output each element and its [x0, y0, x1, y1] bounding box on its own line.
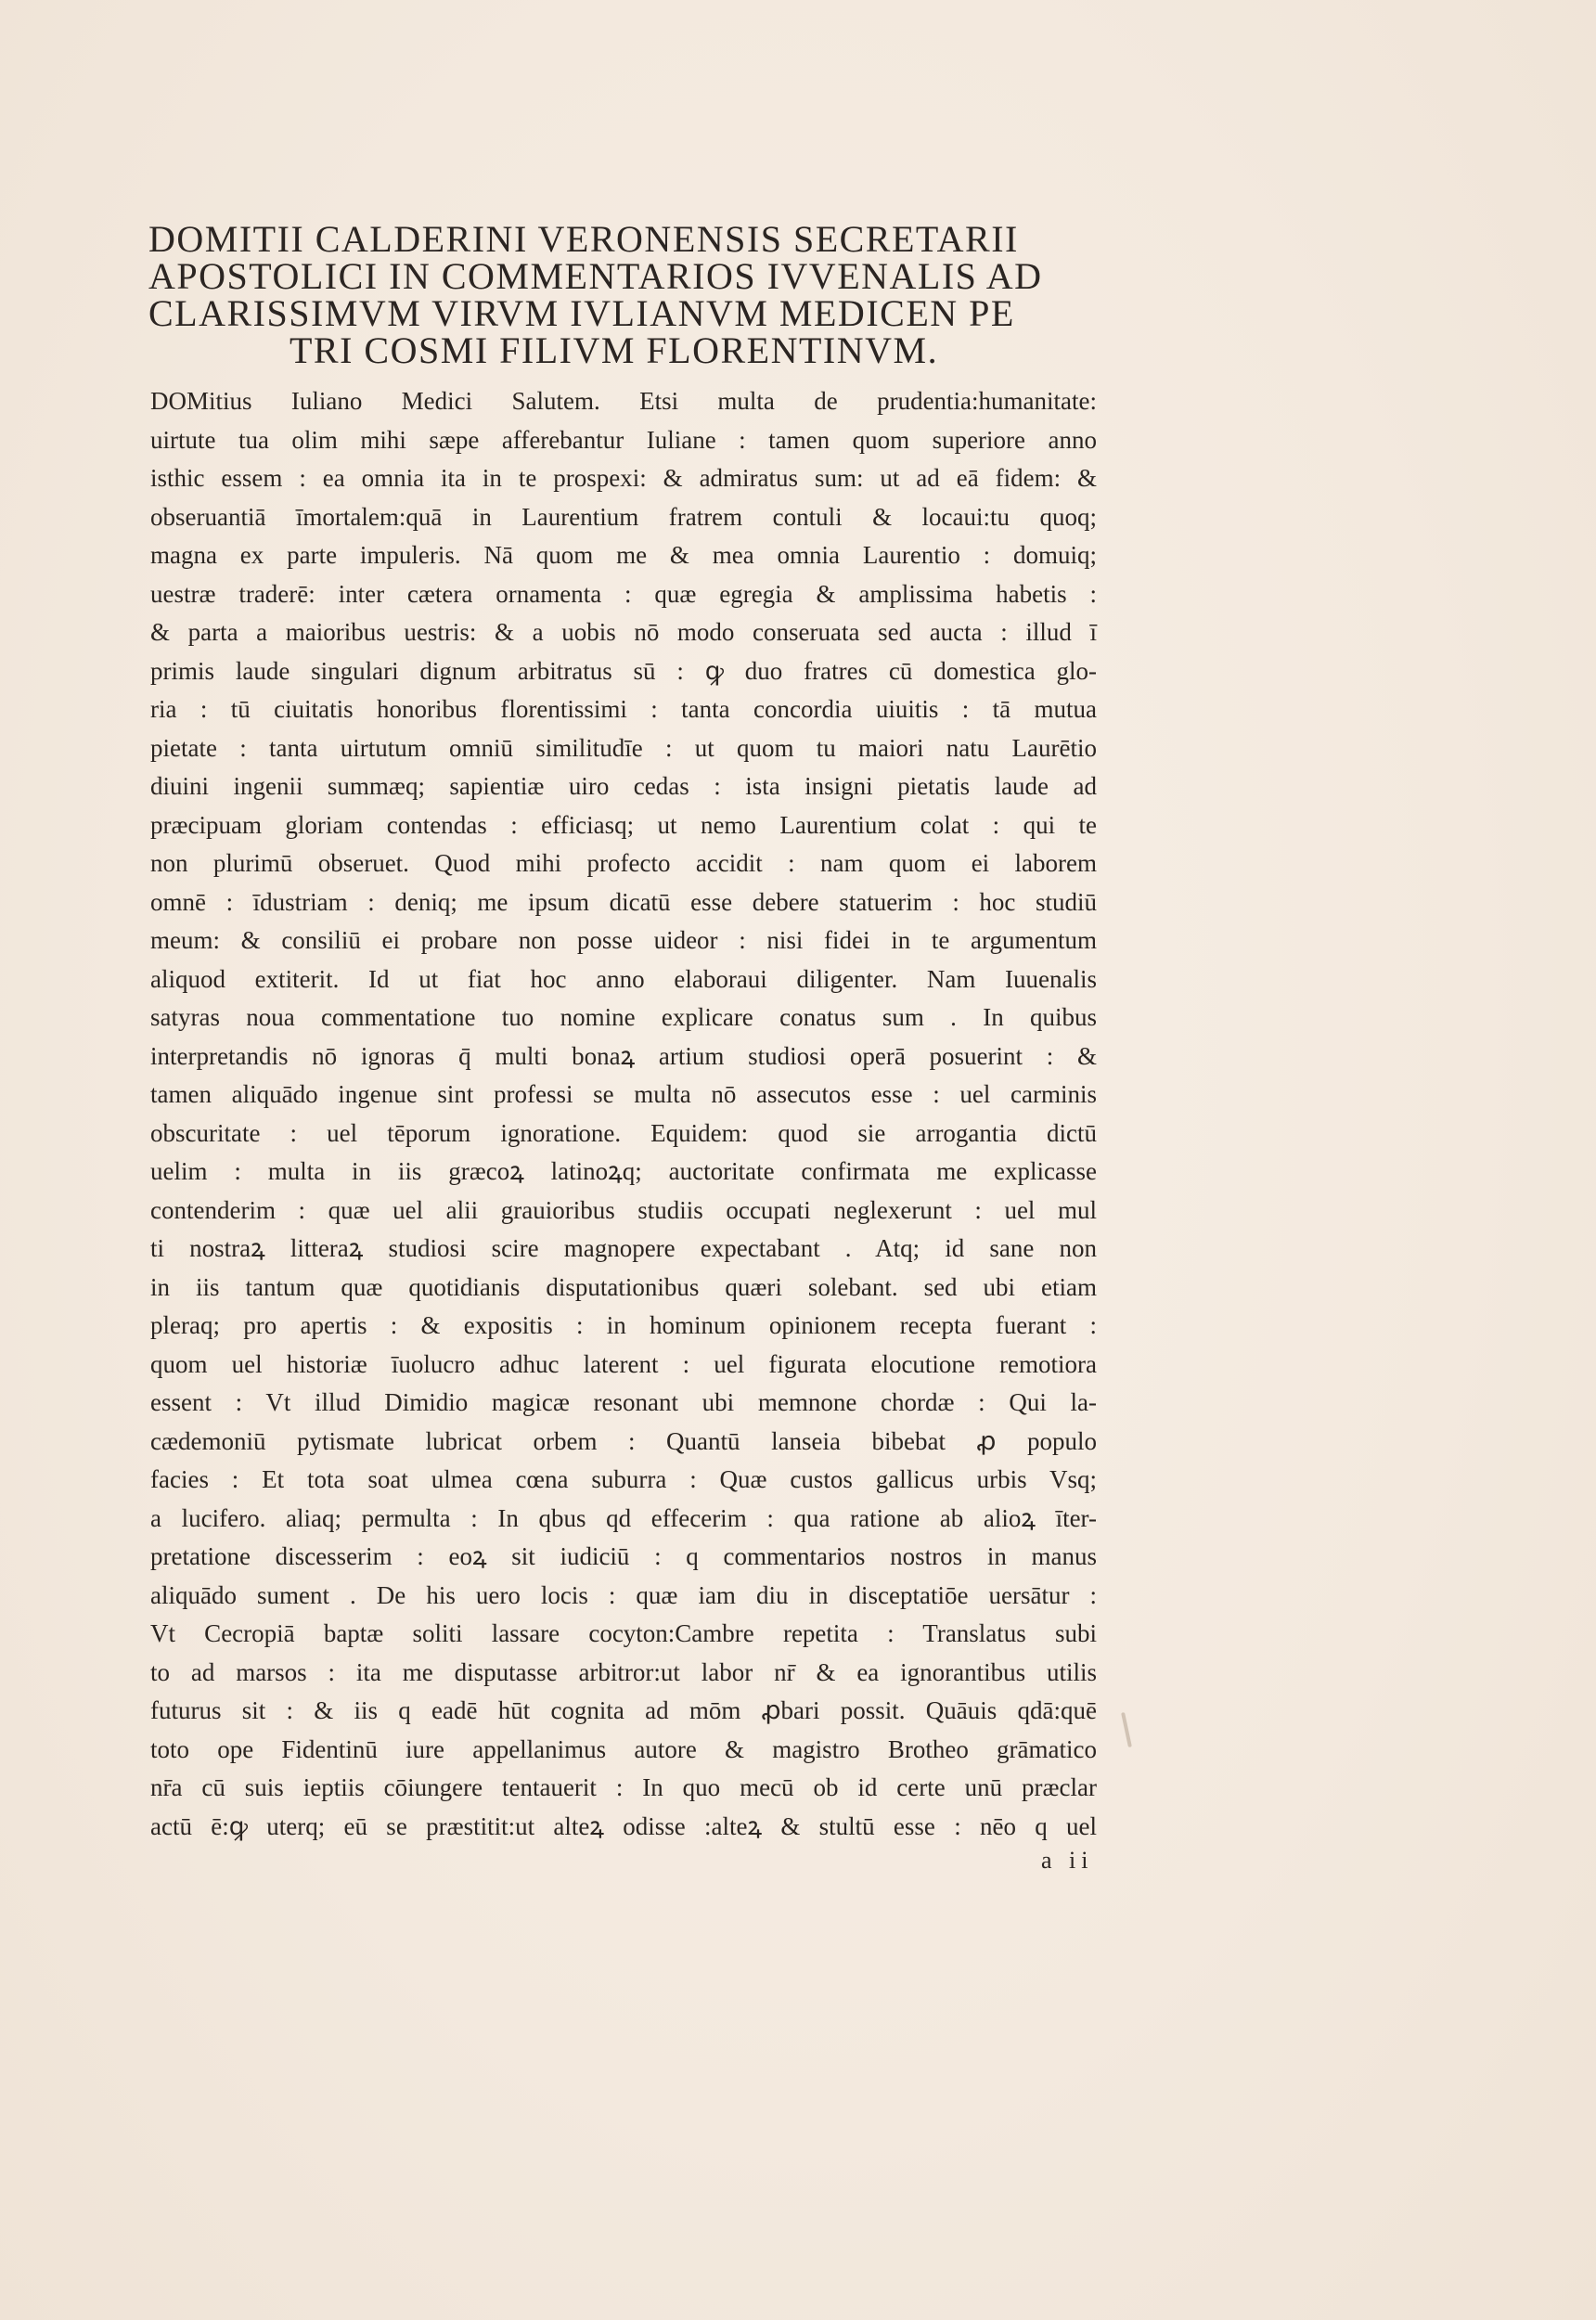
heading-line: CLARISSIMVM VIRVM IVLIANVM MEDICEN PE: [148, 292, 1015, 334]
text-line: præcipuam gloriam contendas : efficiasq; ut nemo Laurentium colat : qui te: [150, 810, 1097, 839]
text-line: satyras noua commentatione tuo nomine explicare conatus sum . In quibus: [150, 1003, 1097, 1031]
signature-mark: a ii: [1041, 1847, 1094, 1874]
margin-mark: [1121, 1712, 1132, 1747]
text-line: non plurimū obseruet. Quod mihi profecto accidit : nam quom ei laborem: [150, 849, 1097, 877]
document-heading: [148, 218, 1132, 371]
text-line: contenderim : quæ uel alii grauioribus studiis occupati neglexerunt : uel mul: [150, 1195, 1097, 1224]
text-line: pretatione discesserim : eoꝝ sit iudiciū : q commentarios nostros in manus: [150, 1542, 1097, 1570]
text-line: uestræ traderē: inter cætera ornamenta : quæ egregia & amplissima habetis :: [150, 579, 1097, 608]
text-line: diuini ingenii summæq; sapientiæ uiro cedas : ista insigni pietatis laude ad: [150, 772, 1097, 800]
heading-line: APOSTOLICI IN COMMENTARIOS IVVENALIS AD: [148, 255, 1043, 297]
text-line: omnē : īdustriam : deniq; me ipsum dicatū esse debere statuerim : hoc studiū: [150, 887, 1097, 916]
heading-line: DOMITII CALDERINI VERONENSIS SECRETARII: [148, 218, 1019, 260]
text-line: to ad marsos : ita me disputasse arbitror:ut labor nr̄ & ea ignorantibus utilis: [150, 1657, 1097, 1686]
text-line: pietate : tanta uirtutum omniū similitudīe : ut quom tu maiori natu Laurētio: [150, 733, 1097, 762]
text-line: obscuritate : uel tēporum ignoratione. Equidem: quod sie arrogantia dictū: [150, 1118, 1097, 1147]
text-line: interpretandis nō ignoras q̄ multi bonaꝝ artium studiosi operā posuerint : &: [150, 1041, 1097, 1070]
text-line: quom uel historiæ īuolucro adhuc laterent : uel figurata elocutione remotiora: [150, 1349, 1097, 1378]
text-line: futurus sit : & iis q eadē hūt cognita ad mōm ꝓbari possit. Quāuis qdā:quē: [150, 1696, 1097, 1724]
text-line: DOMitius Iuliano Medici Salutem. Etsi multa de prudentia:humanitate:: [150, 387, 1097, 415]
heading-line: TRI COSMI FILIVM FLORENTINVM.: [290, 329, 939, 371]
text-line: pleraq; pro apertis : & expositis : in hominum opinionem recepta fuerant :: [150, 1311, 1097, 1339]
text-line: facies : Et tota soat ulmea cœna suburra : Quæ custos gallicus urbis Vsq;: [150, 1465, 1097, 1493]
text-line: Vt Cecropiā baptæ soliti lassare cocyton:Cambre repetita : Translatus subi: [150, 1619, 1097, 1647]
text-line: obseruantiā īmortalem:quā in Laurentium fratrem contuli & locaui:tu quoq;: [150, 502, 1097, 531]
text-line: in iis tantum quæ quotidianis disputationibus quæri solebant. sed ubi etiam: [150, 1272, 1097, 1301]
text-line: uelim : multa in iis græcoꝝ latinoꝝq; auctoritate confirmata me explicasse: [150, 1157, 1097, 1185]
body-text: [150, 382, 1097, 1846]
text-line: isthic essem : ea omnia ita in te prospexi: & admiratus sum: ut ad eā fidem: &: [150, 464, 1097, 492]
text-line: ti nostraꝝ litteraꝝ studiosi scire magnopere expectabant . Atq; id sane non: [150, 1234, 1097, 1262]
text-line: & parta a maioribus uestris: & a uobis nō modo conseruata sed aucta : illud ī: [150, 618, 1097, 646]
text-line: meum: & consiliū ei probare non posse uideor : nisi fidei in te argumentum: [150, 926, 1097, 954]
text-line: actū ē:ꝙ uterq; eū se præstitit:ut alteꝝ odisse :alteꝝ & stultū esse : nēo q uel: [150, 1811, 1097, 1840]
text-line: aliquādo sument . De his uero locis : quæ iam diu in disceptatiōe uersātur :: [150, 1580, 1097, 1609]
text-line: a lucifero. aliaq; permulta : In qbus qd effecerim : qua ratione ab alioꝝ īter-: [150, 1503, 1097, 1532]
text-line: aliquod extiterit. Id ut fiat hoc anno elaboraui diligenter. Nam Iuuenalis: [150, 964, 1097, 993]
text-line: nr̄a cū suis ieptiis cōiungere tentauerit : In quo mecū ob id certe unū præclar: [150, 1773, 1097, 1801]
text-line: magna ex parte impuleris. Nā quom me & mea omnia Laurentio : domuiq;: [150, 541, 1097, 569]
text-line: uirtute tua olim mihi sæpe afferebantur Iuliane : tamen quom superiore anno: [150, 425, 1097, 454]
text-line: tamen aliquādo ingenue sint professi se multa nō assecutos esse : uel carminis: [150, 1080, 1097, 1108]
text-line: ria : tū ciuitatis honoribus florentissimi : tanta concordia uiuitis : tā mutua: [150, 695, 1097, 723]
text-line: toto ope Fidentinū iure appellanimus autore & magistro Brotheo grāmatico: [150, 1734, 1097, 1763]
text-line: essent : Vt illud Dimidio magicæ resonant ubi memnone chordæ : Qui la-: [150, 1388, 1097, 1416]
text-line: primis laude singulari dignum arbitratus sū : ꝙ duo fratres cū domestica glo-: [150, 656, 1097, 685]
text-line: cædemoniū pytismate lubricat orbem : Quantū lanseia bibebat ꝓ populo: [150, 1426, 1097, 1455]
